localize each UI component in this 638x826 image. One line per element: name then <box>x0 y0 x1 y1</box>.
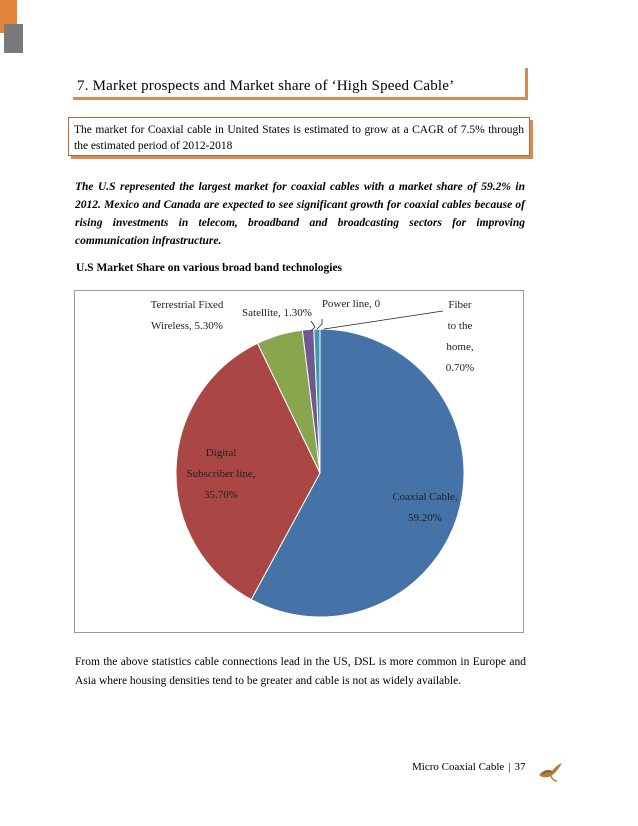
label-coaxial-line1: Coaxial Cable, <box>392 491 458 503</box>
label-powerline <box>308 294 394 315</box>
label-coaxial-line2: 59.20% <box>408 512 442 524</box>
label-fiber-line1: Fiber <box>448 299 472 311</box>
section-title: 7. Market prospects and Market share of ‘High Speed Cable’ <box>77 78 455 94</box>
closing-paragraph: From the above statistics cable connections lead in the US, DSL is more common in Europe and Asia where housing densities tend to be greater and cable is not as widely available. <box>75 656 526 687</box>
label-powerline-line1: Power line, 0 <box>321 298 381 310</box>
label-terrestrial-line2: Wireless, 5.30% <box>151 320 223 332</box>
label-fiber-line3: home, <box>446 341 474 353</box>
pie-chart <box>74 290 524 633</box>
footer-title: Micro Coaxial Cable <box>412 761 505 773</box>
label-fiber-line2: to the <box>447 320 473 332</box>
label-coaxial <box>371 487 479 529</box>
label-fiber-line4: 0.70% <box>445 362 475 374</box>
market-share-paragraph: The U.S represented the largest market for coaxial cables with a market share of 59.2% in 2012. Mexico and Canada are expected to see significant growth for coaxial cables because of rising investments in telecom, broadband and broadcasting sectors for improving communication infrastructure. <box>75 181 525 247</box>
page-number: 37 <box>514 761 526 773</box>
callout-text: The market for Coaxial cable in United States is estimated to grow at a CAGR of 7.5% through the estimated period of 2012-2018 <box>74 124 524 152</box>
corner-accent-gray <box>4 24 23 53</box>
chart-caption: U.S Market Share on various broad band technologies <box>76 262 343 274</box>
label-satellite-line1: Satellite, 1.30% <box>242 307 312 319</box>
callout-box <box>68 117 530 156</box>
section-heading <box>73 68 528 100</box>
label-terrestrial-line1: Terrestrial Fixed <box>150 299 224 311</box>
bird-logo-icon <box>537 759 563 783</box>
label-dsl-line3: 35.70% <box>204 489 238 501</box>
label-fiber <box>433 295 487 379</box>
page-footer <box>412 761 525 773</box>
label-dsl-line1: Digital <box>205 447 237 459</box>
label-dsl <box>163 443 279 506</box>
label-dsl-line2: Subscriber line, <box>186 468 256 480</box>
footer-separator: | <box>508 761 511 773</box>
